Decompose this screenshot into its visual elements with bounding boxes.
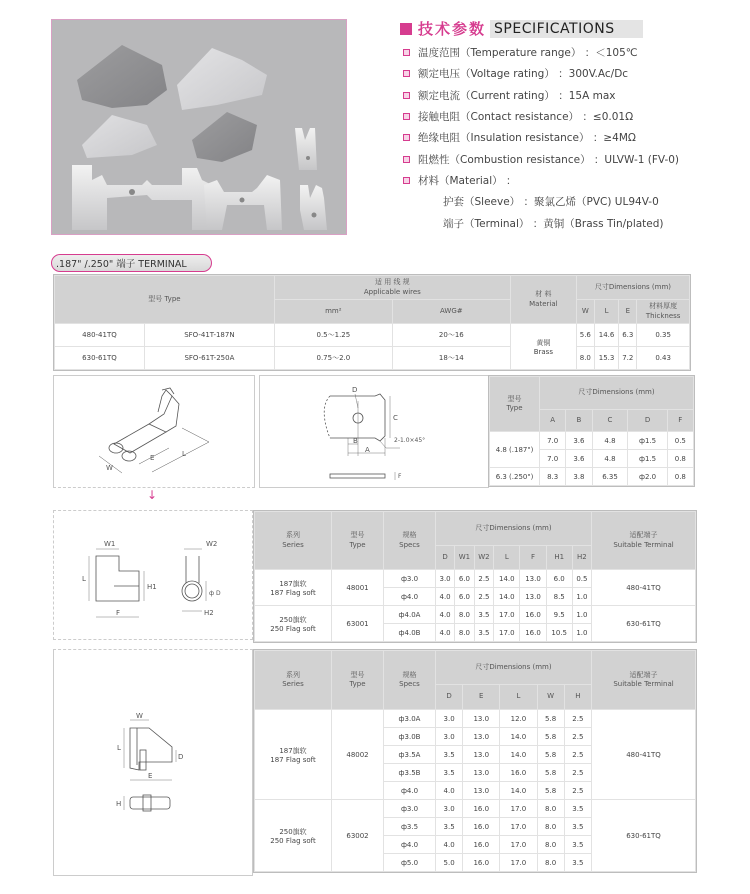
table-cell: 5.0 xyxy=(436,854,463,872)
table-cell: 0.5 xyxy=(572,570,591,588)
header-thickness: 材料厚度 Thickness xyxy=(637,300,690,324)
table-header-cell: D xyxy=(436,546,455,570)
table-cell: 1.0 xyxy=(572,624,591,642)
table-header-cell: E xyxy=(463,685,500,710)
table-cell: 63001 xyxy=(332,606,384,642)
table-cell: ф4.0 xyxy=(384,782,436,800)
table-cell: 4.8 (.187") xyxy=(490,432,540,468)
product-photo xyxy=(51,19,347,235)
spec-subitem: 端子（Terminal） ：黄铜（Brass Tin/plated) xyxy=(443,217,664,230)
table-cell: ф3.0B xyxy=(384,728,436,746)
header-awg: AWG# xyxy=(392,300,510,324)
dim-label-w2: W2 xyxy=(206,540,218,548)
table-cell: 630-61TQ xyxy=(592,606,696,642)
table-cell: 2.5 xyxy=(564,728,591,746)
table-cell: 5.8 xyxy=(537,782,564,800)
table-cell: 3.6 xyxy=(566,432,592,450)
spec-title-cn: 技术参数 xyxy=(418,20,487,38)
header-type: 型号 Type xyxy=(55,276,275,324)
table-header-cell: 尺寸Dimensions (mm) xyxy=(436,651,592,685)
dim-label-f: F xyxy=(398,473,402,480)
flag-sleeve-diagram-2 xyxy=(53,649,253,876)
table-row xyxy=(255,800,696,818)
table-cell: 3.5 xyxy=(474,606,494,624)
sleeve-clear-large xyxy=(177,48,267,110)
down-arrow-icon: ↓ xyxy=(147,488,158,502)
table-cell: 63002 xyxy=(332,800,384,872)
table-row xyxy=(255,710,696,728)
table-cell: 15.3 xyxy=(594,347,619,370)
header-wires: 适 用 线 规 Applicable wires xyxy=(274,276,510,300)
table-header-cell: L xyxy=(500,685,537,710)
table-cell: 6.0 xyxy=(455,570,475,588)
bullet-icon xyxy=(403,113,410,120)
table-header-cell: 规格 Specs xyxy=(384,512,436,570)
table-cell: 5.8 xyxy=(537,728,564,746)
table-cell: 6.35 xyxy=(592,468,628,486)
table-cell: 3.8 xyxy=(566,468,592,486)
table-header-cell: 型号 Type xyxy=(332,651,384,710)
table-row xyxy=(55,347,690,370)
table-cell: 16.0 xyxy=(520,624,546,642)
table-row xyxy=(490,468,694,486)
terminal-diagram xyxy=(53,375,255,488)
dim-label-h1: H1 xyxy=(147,583,157,591)
bullet-icon xyxy=(403,177,410,184)
table-cell: 3.0 xyxy=(436,800,463,818)
table-row xyxy=(55,324,690,347)
table-cell: ф4.0B xyxy=(384,624,436,642)
header-material: 材 料 Material xyxy=(510,276,576,324)
table-cell: ф3.5 xyxy=(384,818,436,836)
table-cell: 3.5 xyxy=(436,818,463,836)
bullet-icon xyxy=(403,49,410,56)
spec-item: 温度范围（Temperature range） ：＜105℃ xyxy=(403,42,679,63)
table-cell: ф5.0 xyxy=(384,854,436,872)
dim-label-c: C xyxy=(393,414,398,422)
table-cell: 4.8 xyxy=(592,450,628,468)
table-cell: 3.0 xyxy=(436,570,455,588)
spec-title-en: SPECIFICATIONS xyxy=(490,20,643,38)
table-cell: 0.43 xyxy=(637,347,690,370)
material-cell: 黄铜 Brass xyxy=(510,324,576,370)
table-header-cell: W1 xyxy=(455,546,475,570)
sleeve-clear-small xyxy=(82,115,157,158)
table-cell: 8.0 xyxy=(576,347,594,370)
table-cell: 4.0 xyxy=(436,836,463,854)
header-type: 型号 Type xyxy=(490,377,540,432)
terminal-table xyxy=(53,274,691,371)
dim-label-w: W xyxy=(136,712,143,720)
table-header-cell: 型号 Type xyxy=(332,512,384,570)
table-header-cell: W xyxy=(537,685,564,710)
table-cell: 3.5 xyxy=(564,800,591,818)
dim-label-e: E xyxy=(148,772,153,780)
table-cell: 14.0 xyxy=(500,746,537,764)
table-cell: 480-41TQ xyxy=(592,710,696,800)
table-header-cell: H xyxy=(564,685,591,710)
table-cell: ф1.5 xyxy=(628,450,667,468)
table-header-cell: 尺寸Dimensions (mm) xyxy=(436,512,592,546)
table-cell: 48001 xyxy=(332,570,384,606)
table-cell: 5.8 xyxy=(537,746,564,764)
spec-item: 额定电流（Current rating） ：15A max xyxy=(403,85,679,106)
table-cell: 5.6 xyxy=(576,324,594,347)
table-cell: 9.5 xyxy=(546,606,572,624)
table-cell: 6.3 xyxy=(619,324,637,347)
table-cell: 0.5 xyxy=(667,432,693,450)
table-header-cell: F xyxy=(520,546,546,570)
spec-item: 材料（Material） ： xyxy=(403,170,679,191)
dim-label-d: ф D xyxy=(209,590,221,597)
dim-label-e: E xyxy=(150,454,155,462)
table-row xyxy=(255,570,696,588)
table-cell: 6.0 xyxy=(455,588,475,606)
table-cell: 13.0 xyxy=(463,746,500,764)
table-cell: SFO-61T-250A xyxy=(144,347,274,370)
table-cell: 8.0 xyxy=(455,624,475,642)
table-cell: ф3.5A xyxy=(384,746,436,764)
table-header-cell: 系列 Series xyxy=(255,651,332,710)
table-cell: 480-41TQ xyxy=(55,324,145,347)
spec-subitem: 护套（Sleeve） ：聚氯乙烯（PVC) UL94V-0 xyxy=(443,196,659,209)
table-cell: 3.0 xyxy=(436,728,463,746)
table-cell: 14.0 xyxy=(494,588,520,606)
table-row xyxy=(490,432,694,450)
table-cell: 8.3 xyxy=(540,468,566,486)
tab-terminal-1 xyxy=(295,128,317,170)
table-header-cell: 系列 Series xyxy=(255,512,332,570)
tab-terminal-2 xyxy=(300,185,327,230)
table-cell: 3.5 xyxy=(474,624,494,642)
table-cell: 17.0 xyxy=(500,836,537,854)
table-cell: 0.75～2.0 xyxy=(274,347,392,370)
table-header-cell: B xyxy=(566,410,592,432)
table-cell: 5.8 xyxy=(537,764,564,782)
table-header-cell: W2 xyxy=(474,546,494,570)
bullet-icon xyxy=(403,92,410,99)
table-cell: 13.0 xyxy=(463,764,500,782)
table-cell: ф3.0A xyxy=(384,710,436,728)
dim-label-b: B xyxy=(353,437,358,445)
table-cell: 16.0 xyxy=(520,606,546,624)
dim-label-h: H xyxy=(116,800,122,808)
table-cell: 2.5 xyxy=(564,710,591,728)
table-cell: 1.0 xyxy=(572,588,591,606)
table-cell: 8.0 xyxy=(537,836,564,854)
tab-diagram xyxy=(259,375,489,488)
dim-label-w1: W1 xyxy=(104,540,116,548)
table-cell: 7.0 xyxy=(540,450,566,468)
table-cell: 16.0 xyxy=(463,818,500,836)
table-cell: 0.5～1.25 xyxy=(274,324,392,347)
bullet-icon xyxy=(403,70,410,77)
terminal-section-label: .187" /.250" 端子 TERMINAL xyxy=(51,254,212,272)
bullet-icon xyxy=(403,134,410,141)
table-cell: 5.8 xyxy=(537,710,564,728)
table-cell: 17.0 xyxy=(494,624,520,642)
table-header-cell: H2 xyxy=(572,546,591,570)
header-l: L xyxy=(594,300,619,324)
table-cell: 2.5 xyxy=(564,746,591,764)
table-cell: 3.5 xyxy=(564,818,591,836)
table-cell: 8.5 xyxy=(546,588,572,606)
table-header-cell: 适配端子 Suitable Terminal xyxy=(592,512,696,570)
header-e: E xyxy=(619,300,637,324)
table-cell: 0.8 xyxy=(667,468,693,486)
table-cell: 13.0 xyxy=(463,782,500,800)
table-cell: 12.0 xyxy=(500,710,537,728)
table-cell: ф3.5B xyxy=(384,764,436,782)
dim-label-h2: H2 xyxy=(204,609,214,617)
table-cell: 14.0 xyxy=(494,570,520,588)
spec-item: 额定电压（Voltage rating） ：300V.Ac/Dc xyxy=(403,63,679,84)
table-cell: 17.0 xyxy=(500,800,537,818)
table-cell: 7.2 xyxy=(619,347,637,370)
table-header-cell: 适配端子 Suitable Terminal xyxy=(592,651,696,710)
table-cell: 4.0 xyxy=(436,624,455,642)
dim-label-w: W xyxy=(106,464,113,472)
table-cell: 16.0 xyxy=(500,764,537,782)
dim-label-a: A xyxy=(365,446,370,454)
dim-label-l: L xyxy=(117,744,121,752)
table-cell: 480-41TQ xyxy=(592,570,696,606)
table-cell: 630-61TQ xyxy=(55,347,145,370)
dim-label-d: D xyxy=(178,753,184,761)
table-cell: 2.5 xyxy=(564,764,591,782)
table-cell: 4.0 xyxy=(436,606,455,624)
table-cell: ф4.0 xyxy=(384,588,436,606)
table-cell: ф3.0 xyxy=(384,800,436,818)
table-cell: 2.5 xyxy=(564,782,591,800)
dim-label-d: D xyxy=(352,386,358,394)
table-cell: 250旗软 250 Flag soft xyxy=(255,800,332,872)
spec-item: 阻燃性（Combustion resistance） ：ULVW-1 (FV-0) xyxy=(403,148,679,169)
specifications-heading xyxy=(400,18,643,39)
table-cell: 7.0 xyxy=(540,432,566,450)
table-cell: 17.0 xyxy=(494,606,520,624)
sleeve-grey-small xyxy=(192,112,257,162)
flag-table-2 xyxy=(253,649,697,873)
table-cell: 13.0 xyxy=(520,588,546,606)
table-header-cell: H1 xyxy=(546,546,572,570)
header-mm2: mm² xyxy=(274,300,392,324)
table-cell: 18～14 xyxy=(392,347,510,370)
dim-label-l: L xyxy=(182,450,186,458)
header-dimensions: 尺寸Dimensions (mm) xyxy=(540,377,694,410)
table-cell: 8.0 xyxy=(455,606,475,624)
dim-label-l: L xyxy=(82,575,86,583)
table-cell: 3.5 xyxy=(564,836,591,854)
table-cell: 0.8 xyxy=(667,450,693,468)
terminal-strip-large xyxy=(72,165,212,230)
table-header-cell: F xyxy=(667,410,693,432)
table-cell: 8.0 xyxy=(537,800,564,818)
table-cell: 3.5 xyxy=(436,746,463,764)
table-cell: 13.0 xyxy=(463,710,500,728)
table-cell: 1.0 xyxy=(572,606,591,624)
table-cell: 16.0 xyxy=(463,854,500,872)
table-cell: 2.5 xyxy=(474,588,494,606)
table-cell: 16.0 xyxy=(463,800,500,818)
table-cell: 14.6 xyxy=(594,324,619,347)
table-cell: 10.5 xyxy=(546,624,572,642)
dim-label-f: F xyxy=(116,609,121,617)
sleeve-grey-large xyxy=(77,45,167,108)
table-cell: 48002 xyxy=(332,710,384,800)
header-dimensions: 尺寸Dimensions (mm) xyxy=(576,276,689,300)
table-cell: 3.5 xyxy=(564,854,591,872)
table-cell: 4.0 xyxy=(436,782,463,800)
table-header-cell: L xyxy=(494,546,520,570)
table-header-cell: 规格 Specs xyxy=(384,651,436,710)
table-cell: 6.3 (.250") xyxy=(490,468,540,486)
table-cell: 630-61TQ xyxy=(592,800,696,872)
table-cell: 3.0 xyxy=(436,710,463,728)
table-cell: 187旗软 187 Flag soft xyxy=(255,570,332,606)
table-cell: 16.0 xyxy=(463,836,500,854)
table-cell: ф3.0 xyxy=(384,570,436,588)
table-cell: 187旗软 187 Flag soft xyxy=(255,710,332,800)
table-cell: SFO-41T-187N xyxy=(144,324,274,347)
table-header-cell: A xyxy=(540,410,566,432)
table-cell: ф4.0A xyxy=(384,606,436,624)
table-cell: 0.35 xyxy=(637,324,690,347)
tab-dimensions-table xyxy=(488,375,695,487)
table-row xyxy=(255,606,696,624)
header-w: W xyxy=(576,300,594,324)
table-cell: ф2.0 xyxy=(628,468,667,486)
flag-table-1 xyxy=(253,510,697,643)
table-cell: 14.0 xyxy=(500,728,537,746)
table-cell: 13.0 xyxy=(463,728,500,746)
table-header-cell: D xyxy=(436,685,463,710)
table-header-cell: D xyxy=(628,410,667,432)
spec-list xyxy=(403,42,679,234)
table-cell: 6.0 xyxy=(546,570,572,588)
terminal-strip-small xyxy=(204,175,282,230)
table-cell: 4.0 xyxy=(436,588,455,606)
table-cell: ф4.0 xyxy=(384,836,436,854)
spec-item: 接触电阻（Contact resistance） ：≤0.01Ω xyxy=(403,106,679,127)
table-cell: ф1.5 xyxy=(628,432,667,450)
table-cell: 3.5 xyxy=(436,764,463,782)
table-cell: 250旗软 250 Flag soft xyxy=(255,606,332,642)
spec-item: 绝缘电阻（Insulation resistance） ：≥4MΩ xyxy=(403,127,679,148)
table-cell: 8.0 xyxy=(537,854,564,872)
table-cell: 3.6 xyxy=(566,450,592,468)
bullet-icon xyxy=(403,156,410,163)
table-cell: 13.0 xyxy=(520,570,546,588)
dim-label-chamfer: 2-1.0×45° xyxy=(394,437,426,444)
table-cell: 20～16 xyxy=(392,324,510,347)
table-cell: 14.0 xyxy=(500,782,537,800)
flag-sleeve-diagram-1 xyxy=(53,510,253,640)
table-cell: 4.8 xyxy=(592,432,628,450)
table-header-cell: C xyxy=(592,410,628,432)
table-cell: 8.0 xyxy=(537,818,564,836)
table-cell: 17.0 xyxy=(500,818,537,836)
table-cell: 17.0 xyxy=(500,854,537,872)
table-cell: 2.5 xyxy=(474,570,494,588)
square-bullet-icon xyxy=(400,23,412,35)
